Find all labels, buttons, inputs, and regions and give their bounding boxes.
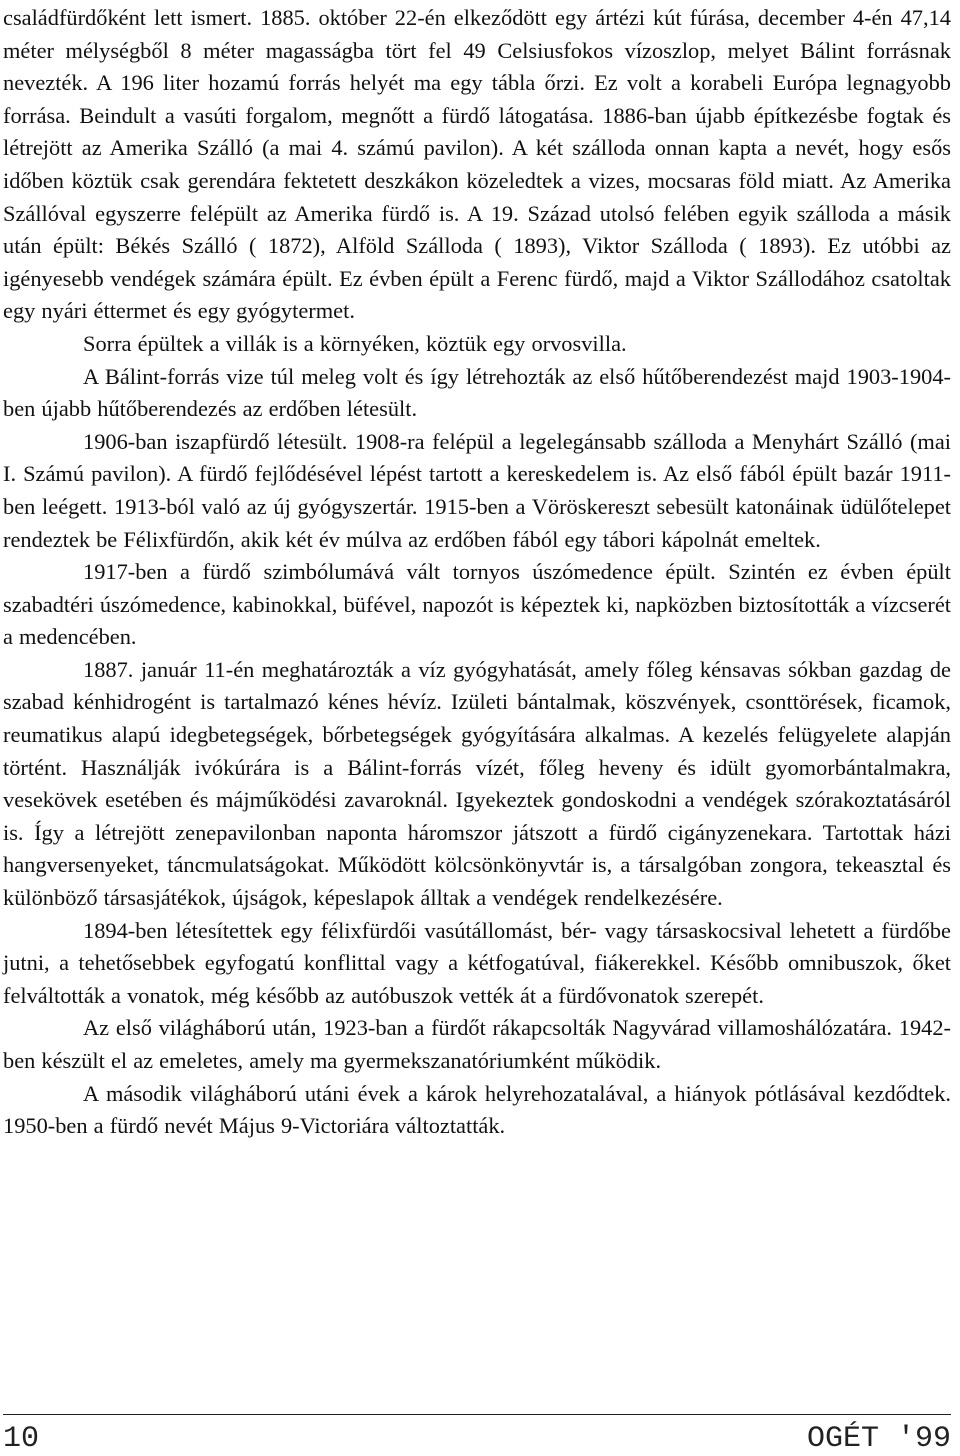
paragraph-9: A második világháború utáni évek a károk helyrehozatalával, a hiányok pótlásával kezdődtek. 1950-ben a fürdő nevét Május 9-Victoriára változtatták.: [3, 1080, 951, 1139]
paragraph-3: A Bálint-forrás vize túl meleg volt és így létrehozták az első hűtőberendezést majd 1903-1904-ben újabb hűtőberendezés az erdőben létesült.: [3, 363, 951, 422]
page-number: 10: [3, 1422, 40, 1456]
paragraph-1: családfürdőként lett ismert. 1885. október 22-én elkeződött egy ártézi kút fúrása, december 4-én 47,14 méter mélységből 8 méter magasságba tört fel 49 Celsiusfokos vízoszlop, melyet Bálint forrásnak nevezték. A 196 liter hozamú forrás helyét ma egy tábla őrzi. Ez volt a korabeli Európa legnagyobb forrása. Beindult a vasúti forgalom, megnőtt a fürdő látogatása. 1886-ban újabb építkezésbe fogtak és létrejött az Amerika Szálló (a mai 4. számú pavilon). A két szálloda onnan kapta a nevét, hogy esős időben köztük csak gerendára fektetett deszkákon közeledtek a vizes, mocsaras föld miatt. Az Amerika Szállóval egyszerre felépült az Amerika fürdő is. A 19. Század utolsó felében egyik szálloda a másik után épült: Békés Szálló ( 1872), Alföld Szálloda ( 1893), Viktor Szálloda ( 1893). Ez utóbbi az igényesebb vendégek számára épült. Ez évben épült a Ferenc fürdő, majd a Viktor Szállodához csatoltak egy nyári éttermet és egy gyógytermet.: [3, 5, 951, 324]
body-text: [3, 2, 951, 1143]
page-footer: [3, 1414, 951, 1456]
paragraph-7: 1894-ben létesítettek egy félixfürdői vasútállomást, bér- vagy társaskocsival lehetett a fürdőbe jutni, a tehetősebbek egyfogatú konflittal vagy a kétfogatúval, fiákerekkel. Később omnibuszok, őket felváltották a vonatok, még később az autóbuszok vették át a fürdővonatok szerepét.: [3, 917, 951, 1008]
paragraph-4: 1906-ban iszapfürdő létesült. 1908-ra felépül a legelegánsabb szálloda a Menyhárt Szálló (mai I. Számú pavilon). A fürdő fejlődésével lépést tartott a kereskedelem is. Az első fából épült bazár 1911-ben leégett. 1913-ból való az új gyógyszertár. 1915-ben a Vöröskereszt sebesült katonáinak üdülőtelepet rendeztek be Félixfürdőn, akik két év múlva az erdőben fából egy tábori kápolnát emeltek.: [3, 428, 951, 552]
paragraph-8: Az első világháború után, 1923-ban a fürdőt rákapcsolták Nagyvárad villamoshálózatára. 1942-ben készült el az emeletes, amely ma gyermekszanatóriumként működik.: [3, 1015, 951, 1073]
journal-mark: OGÉT '99: [806, 1422, 951, 1456]
paragraph-6: 1887. január 11-én meghatározták a víz gyógyhatását, amely főleg kénsavas sókban gazdag de szabad kénhidrogént is tartalmazó kénes hévíz. Izületi bántalmak, köszvények, csonttörések, ficamok, reumatikus alapú idegbetegségek, bőrbetegségek gyógyítására alkalmas. A kezelés felügyelete alapján történt. Használják ivókúrára is a Bálint-forrás vízét, főleg heveny és idült gyomorbántalmakra, vesekövek esetében és májműködési zavaroknál. Igyekeztek gondoskodni a vendégek szórakoztatásáról is. Így a létrejött zenepavilonban naponta háromszor játszott a fürdő cigányzenekara. Tartottak házi hangversenyeket, táncmulatságokat. Működött kölcsönkönyvtár is, a társalgóban zongora, tekeasztal és különböző társasjátékok, újságok, képeslapok álltak a vendégek rendelkezésére.: [3, 656, 951, 911]
document-page: [3, 2, 951, 1456]
footer-divider: [3, 1414, 951, 1415]
paragraph-2: Sorra épültek a villák is a környéken, köztük egy orvosvilla.: [83, 330, 627, 356]
paragraph-5: 1917-ben a fürdő szimbólumává vált tornyos úszómedence épült. Szintén ez évben épült szabadtéri úszómedence, kabinokkal, büfével, napozót is képeztek ki, napközben biztosították a vízcserét a medencében.: [3, 559, 951, 650]
